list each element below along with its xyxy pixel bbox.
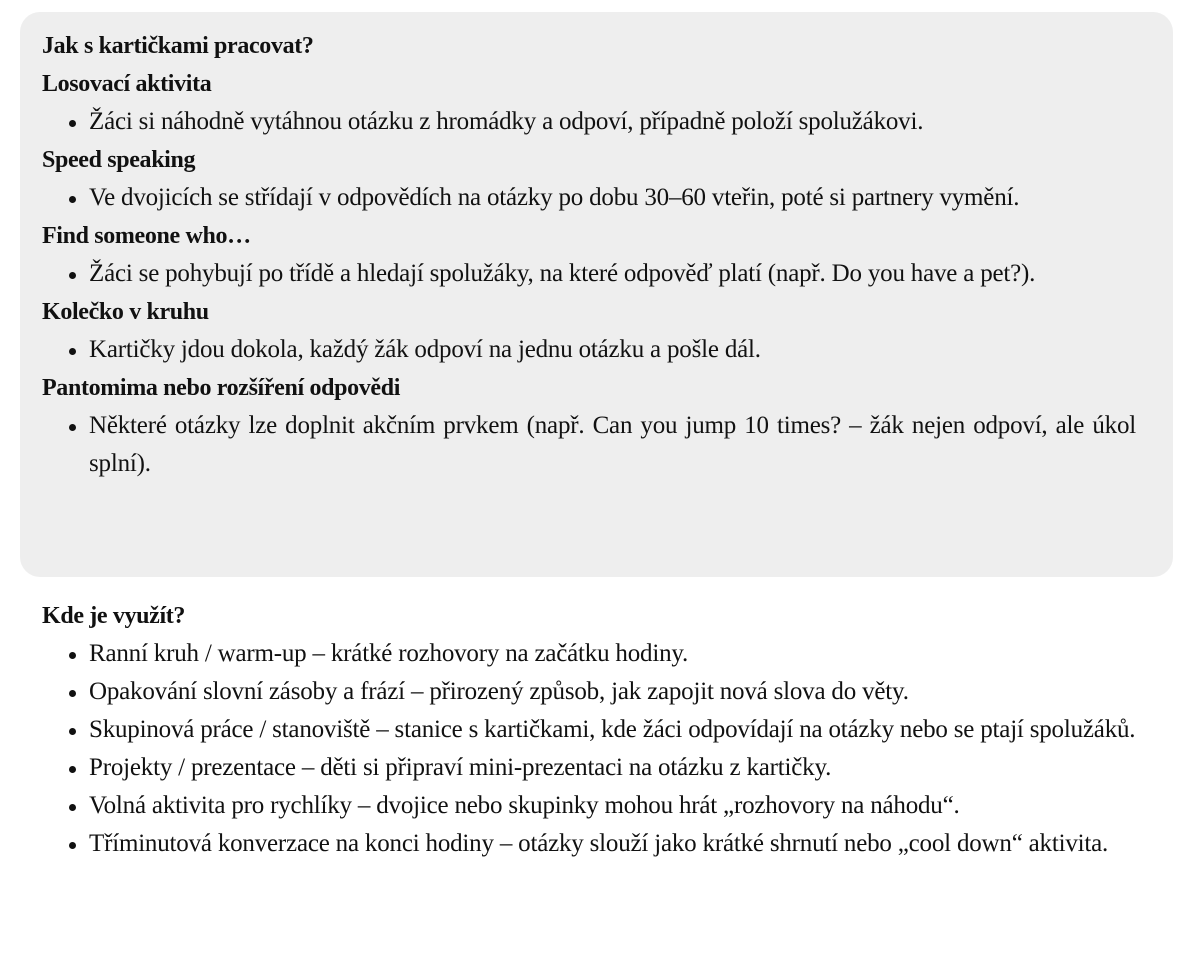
list-item: Ranní kruh / warm-up – krátké rozhovory na začátku hodiny. bbox=[42, 635, 1136, 673]
activity-list-pantomima bbox=[42, 407, 1136, 483]
activity-list-kolecko bbox=[42, 331, 1136, 369]
list-item: Opakování slovní zásoby a frází – přirozený způsob, jak zapojit nová slova do věty. bbox=[42, 673, 1136, 711]
where-to-use-heading: Kde je využít? bbox=[42, 603, 186, 629]
activity-list-speed-speaking bbox=[42, 179, 1136, 217]
list-item: Kartičky jdou dokola, každý žák odpoví na jednu otázku a pošle dál. bbox=[42, 331, 1136, 369]
activity-title-losovaci: Losovací aktivita bbox=[42, 71, 212, 97]
activity-list-losovaci bbox=[42, 103, 1136, 141]
list-item: Tříminutová konverzace na konci hodiny – otázky slouží jako krátké shrnutí nebo „cool down“ aktivita. bbox=[42, 825, 1136, 863]
activity-title-find-someone: Find someone who… bbox=[42, 223, 251, 249]
list-item: Některé otázky lze doplnit akčním prvkem (např. Can you jump 10 times? – žák nejen odpoví, ale úkol splní). bbox=[42, 407, 1136, 483]
activity-title-speed-speaking: Speed speaking bbox=[42, 147, 196, 173]
how-to-work-section bbox=[42, 27, 1136, 483]
activity-list-find-someone bbox=[42, 255, 1136, 293]
list-item: Žáci si náhodně vytáhnou otázku z hromádky a odpoví, případně položí spolužákovi. bbox=[42, 103, 1136, 141]
where-to-use-list bbox=[42, 635, 1136, 863]
list-item: Žáci se pohybují po třídě a hledají spolužáky, na které odpověď platí (např. Do you have a pet?). bbox=[42, 255, 1136, 293]
activity-title-pantomima: Pantomima nebo rozšíření odpovědi bbox=[42, 375, 401, 401]
how-to-work-heading: Jak s kartičkami pracovat? bbox=[42, 33, 314, 59]
activity-title-kolecko: Kolečko v kruhu bbox=[42, 299, 209, 325]
list-item: Projekty / prezentace – děti si připraví mini-prezentaci na otázku z kartičky. bbox=[42, 749, 1136, 787]
where-to-use-section bbox=[42, 597, 1136, 863]
list-item: Volná aktivita pro rychlíky – dvojice nebo skupinky mohou hrát „rozhovory na náhodu“. bbox=[42, 787, 1136, 825]
list-item: Ve dvojicích se střídají v odpovědích na otázky po dobu 30–60 vteřin, poté si partnery vymění. bbox=[42, 179, 1136, 217]
list-item: Skupinová práce / stanoviště – stanice s kartičkami, kde žáci odpovídají na otázky nebo se ptají spolužáků. bbox=[42, 711, 1136, 749]
